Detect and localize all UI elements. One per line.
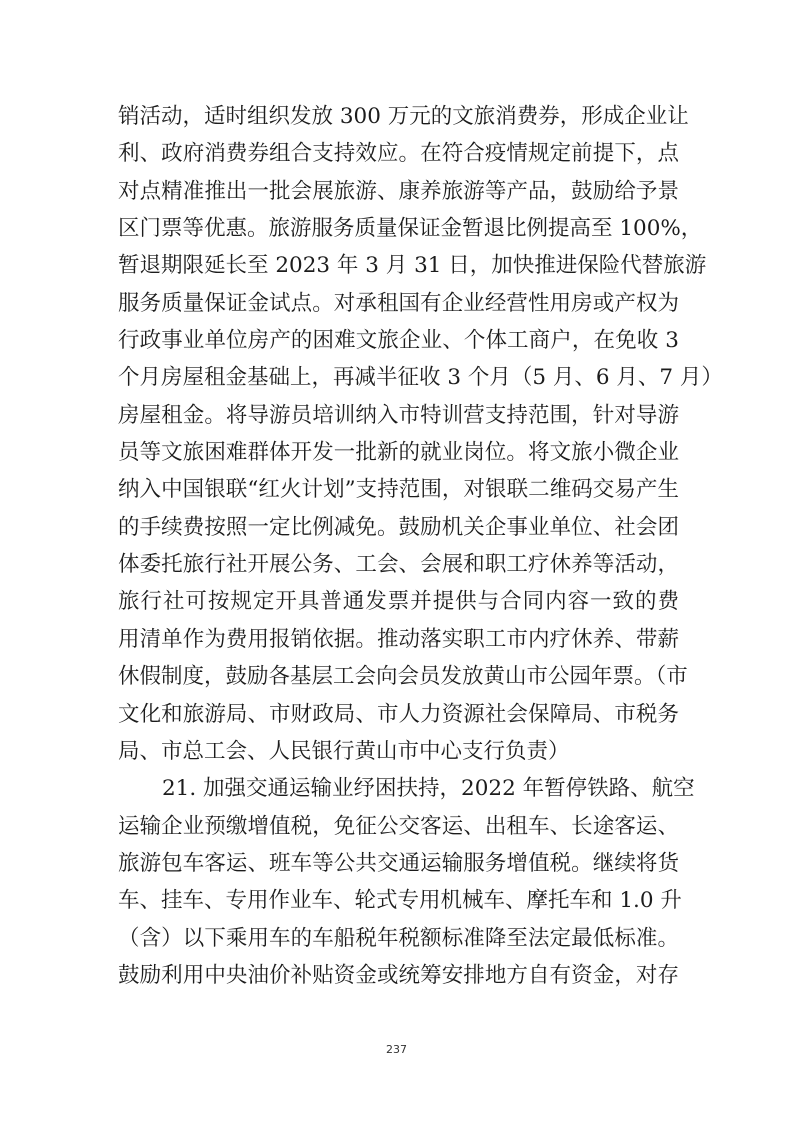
paragraph-cultural-tourism <box>118 98 723 770</box>
text-line: 员等文旅困难群体开发一批新的就业岗位。将文旅小微企业 <box>118 440 679 466</box>
text-line: 旅行社可按规定开具普通发票并提供与合同内容一致的费 <box>118 589 679 615</box>
text-line: 21. 加强交通运输业纾困扶持，2022 年暂停铁路、航空 <box>162 776 695 802</box>
text-line: 纳入中国银联“红火计划”支持范围，对银联二维码交易产生 <box>118 477 679 503</box>
text-line: 的手续费按照一定比例减免。鼓励机关企事业单位、社会团 <box>118 514 679 540</box>
text-line: 车、挂车、专用作业车、轮式专用机械车、摩托车和 1.0 升 <box>118 888 682 914</box>
text-line: 销活动，适时组织发放 300 万元的文旅消费券，形成企业让 <box>118 104 689 129</box>
text-line: 区门票等优惠。旅游服务质量保证金暂退比例提高至 100%， <box>118 216 703 242</box>
text-line: 体委托旅行社开展公务、工会、会展和职工疗休养等活动， <box>118 552 679 578</box>
text-line: 运输企业预缴增值税，免征公交客运、出租车、长途客运、 <box>118 813 679 839</box>
text-line: 鼓励利用中央油价补贴资金或统筹安排地方自有资金，对存 <box>118 962 679 988</box>
text-line: 利、政府消费券组合支持效应。在符合疫情规定前提下，点 <box>118 141 679 167</box>
text-line: 用清单作为费用报销依据。推动落实职工市内疗休养、带薪 <box>118 626 679 652</box>
text-line: 休假制度，鼓励各基层工会向会员发放黄山市公园年票。（市 <box>118 664 688 690</box>
text-line: 房屋租金。将导游员培训纳入市特训营支持范围，针对导游 <box>118 402 679 428</box>
text-line: 旅游包车客运、班车等公共交通运输服务增值税。继续将货 <box>118 850 679 876</box>
paragraph-transport-support <box>118 770 695 994</box>
text-line: 文化和旅游局、市财政局、市人力资源社会保障局、市税务 <box>118 701 679 727</box>
document-body <box>118 98 723 994</box>
text-line: 对点精准推出一批会展旅游、康养旅游等产品，鼓励给予景 <box>118 178 679 204</box>
text-line: 行政事业单位房产的困难文旅企业、个体工商户，在免收 3 <box>118 328 679 354</box>
text-line: 个月房屋租金基础上，再减半征收 3 个月（5 月、6 月、7 月） <box>118 365 723 391</box>
text-line: 局、市总工会、人民银行黄山市中心支行负责） <box>118 738 570 764</box>
text-line: （含）以下乘用车的车船税年税额标准降至法定最低标准。 <box>118 925 679 951</box>
page-number: 237 <box>386 1043 407 1056</box>
text-line: 服务质量保证金试点。对承租国有企业经营性用房或产权为 <box>118 290 679 316</box>
text-line: 暂退期限延长至 2023 年 3 月 31 日，加快推进保险代替旅游 <box>118 253 707 279</box>
